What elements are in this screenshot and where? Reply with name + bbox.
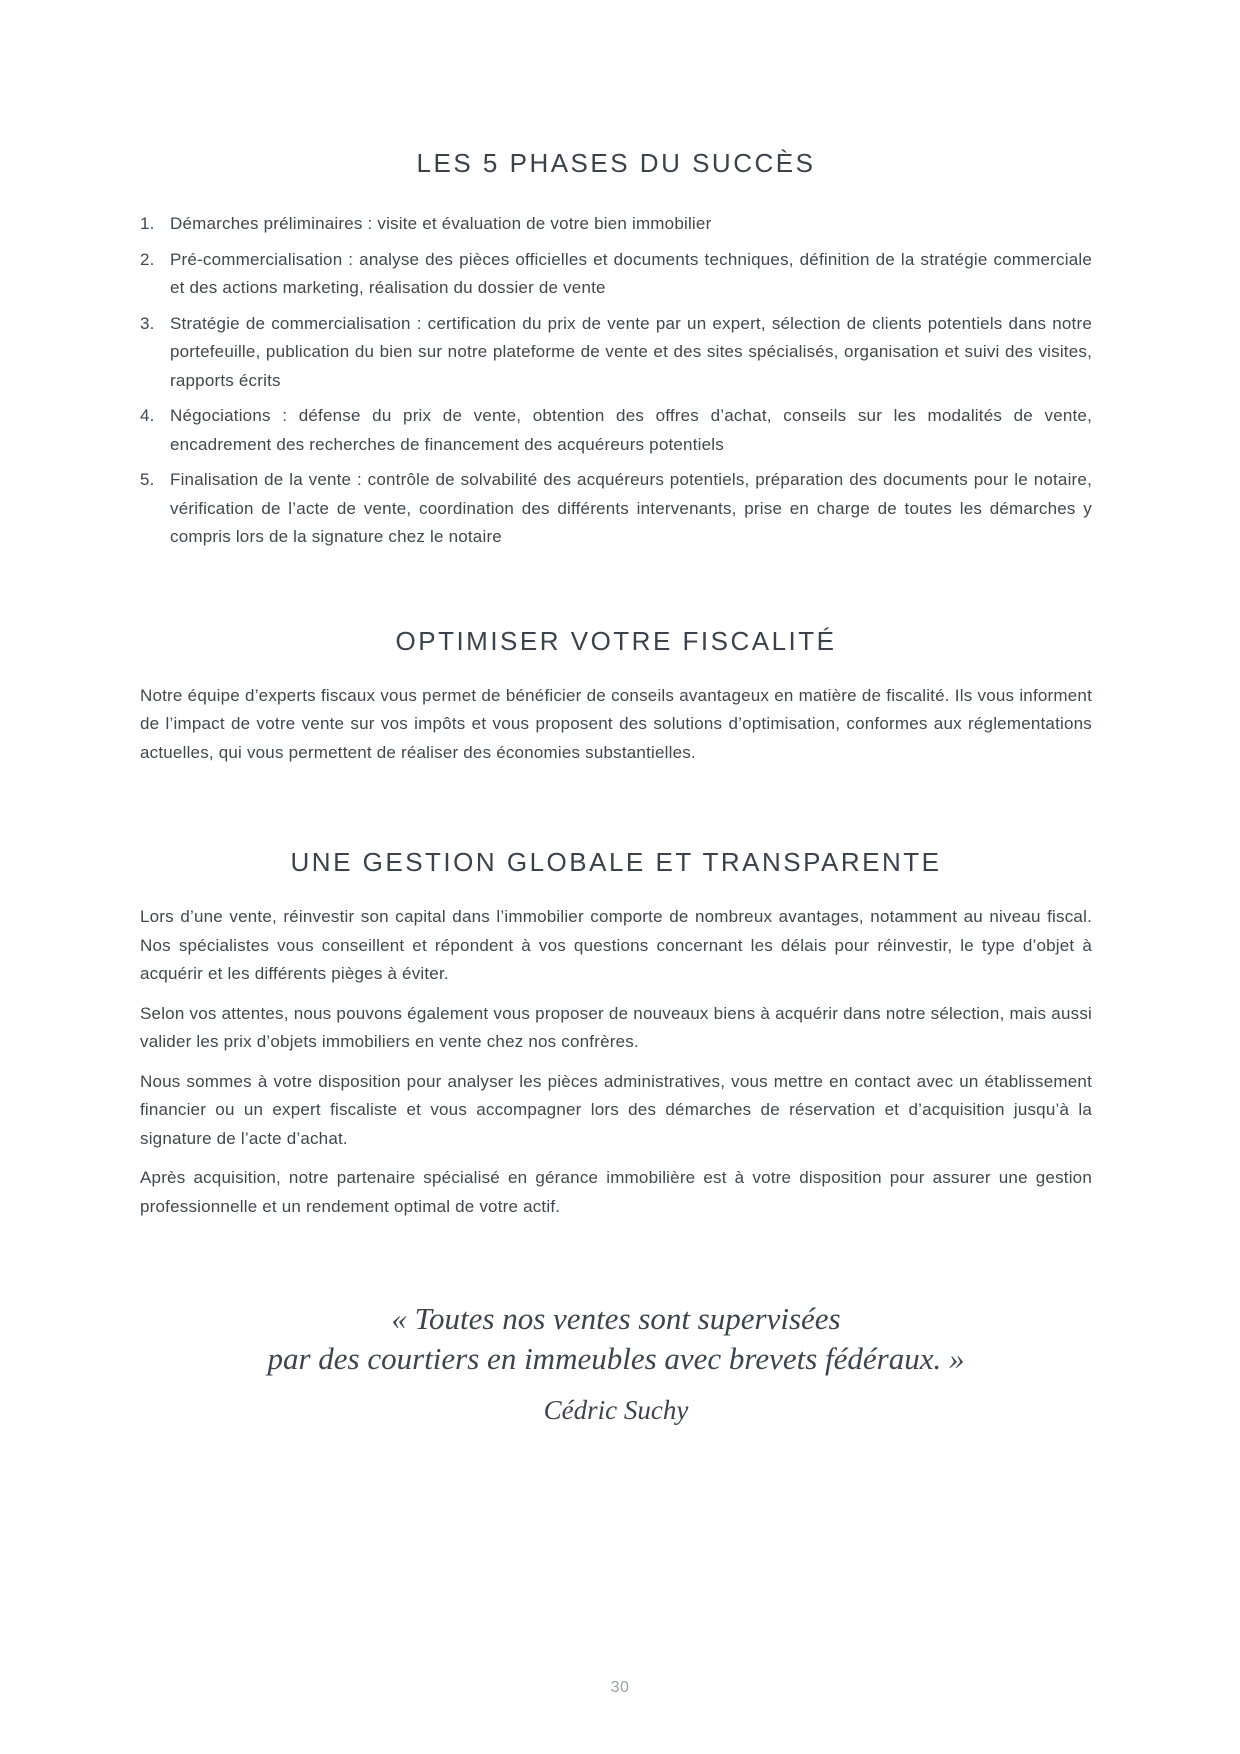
list-item-text: Démarches préliminaires : visite et évaluation de votre bien immobilier xyxy=(170,214,712,233)
quote-author: Cédric Suchy xyxy=(543,1395,689,1425)
list-item-number: 2. xyxy=(140,249,155,269)
list-item xyxy=(140,402,1092,459)
section-title-fiscalite: OPTIMISER VOTRE FISCALITÉ xyxy=(395,625,837,656)
list-item xyxy=(140,210,1092,239)
list-item-number: 5. xyxy=(140,470,155,489)
quote-line-1: « Toutes nos ventes sont supervisées xyxy=(391,1301,841,1336)
list-item-text: Stratégie de commercialisation : certification du prix de vente par un expert, sélection de clients potentiels dans notre portefeuille, publication du bien sur notre plateforme de vente et des sites spécialisés, organisation et suivi des visites, rapports écrits xyxy=(170,313,1092,390)
list-item-text: Finalisation de la vente : contrôle de solvabilité des acquéreurs potentiels, préparation des documents pour le notaire, vérification de l’acte de vente, coordination des différents intervenants, prise en charge de toutes les démarches y compris lors de la signature chez le notaire xyxy=(170,470,1092,546)
page-number: 30 xyxy=(610,1679,630,1696)
section-title-phases: LES 5 PHASES DU SUCCÈS xyxy=(416,148,816,178)
content-column xyxy=(140,0,1092,1427)
list-item xyxy=(140,466,1092,552)
paragraph-gestion-3: Nous sommes à votre disposition pour analyser les pièces administratives, vous mettre en contact avec un établissement financier ou un expert fiscaliste et vous accompagner lors des démarches de réservation et d’acquisition jusqu’à la signature de l’acte d’achat. xyxy=(140,1071,1092,1148)
list-item xyxy=(140,310,1092,396)
list-item-text: Pré-commercialisation : analyse des pièces officielles et documents techniques, définition de la stratégie commerciale et des actions marketing, réalisation du dossier de vente xyxy=(170,249,1092,297)
paragraph-gestion-1: Lors d’une vente, réinvestir son capital dans l’immobilier comporte de nombreux avantages, notamment au niveau fiscal. Nos spécialistes vous conseillent et répondent à vos questions concernant les délais pour réinvestir, le type d’objet à acquérir et les différents pièges à éviter. xyxy=(140,907,1092,983)
paragraph-gestion-4: Après acquisition, notre partenaire spécialisé en gérance immobilière est à votre disposition pour assurer une gestion professionnelle et un rendement optimal de votre actif. xyxy=(140,1168,1092,1216)
section-title-gestion: UNE GESTION GLOBALE ET TRANSPARENTE xyxy=(290,847,942,877)
quote xyxy=(140,1299,1092,1379)
list-item-text: Négociations : défense du prix de vente, obtention des offres d’achat, conseils sur les modalités de vente, encadrement des recherches de financement des acquéreurs potentiels xyxy=(170,406,1092,454)
phases-list xyxy=(140,210,1092,552)
paragraph-gestion-2: Selon vos attentes, nous pouvons également vous proposer de nouveaux biens à acquérir dans notre sélection, mais aussi valider les prix d’objets immobiliers en vente chez nos confrères. xyxy=(140,1003,1092,1051)
list-item-number: 4. xyxy=(140,406,155,425)
list-item xyxy=(140,246,1092,303)
paragraph-fiscalite: Notre équipe d’experts fiscaux vous permet de bénéficier de conseils avantageux en matière de fiscalité. Ils vous informent de l’impact de votre vente sur vos impôts et vous proposent des solutions d’optimisation, conformes aux réglementations actuelles, qui vous permettent de réaliser des économies substantielles. xyxy=(140,685,1092,762)
list-item-number: 3. xyxy=(140,313,155,333)
list-item-number: 1. xyxy=(140,214,155,233)
quote-line-2: par des courtiers en immeubles avec brevets fédéraux. » xyxy=(267,1341,965,1376)
